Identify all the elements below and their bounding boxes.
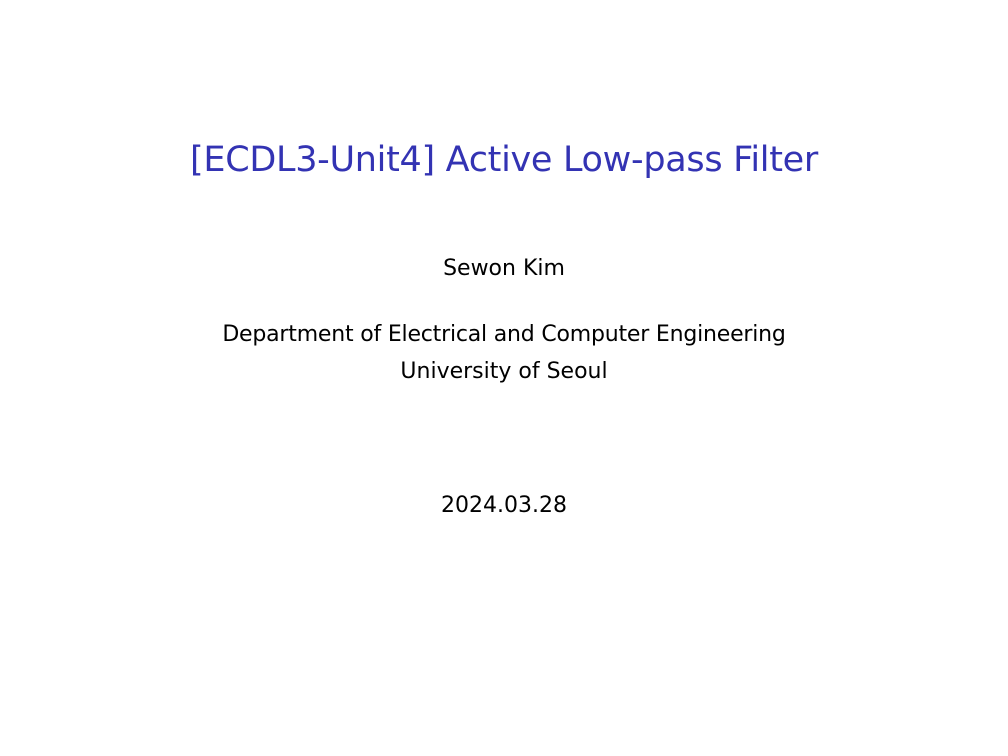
author-name: Sewon Kim	[443, 256, 565, 281]
presentation-date: 2024.03.28	[441, 493, 567, 518]
department-name: Department of Electrical and Computer Engineering	[222, 322, 786, 347]
university-name: University of Seoul	[400, 359, 608, 384]
slide-title: [ECDL3-Unit4] Active Low-pass Filter	[190, 140, 818, 180]
